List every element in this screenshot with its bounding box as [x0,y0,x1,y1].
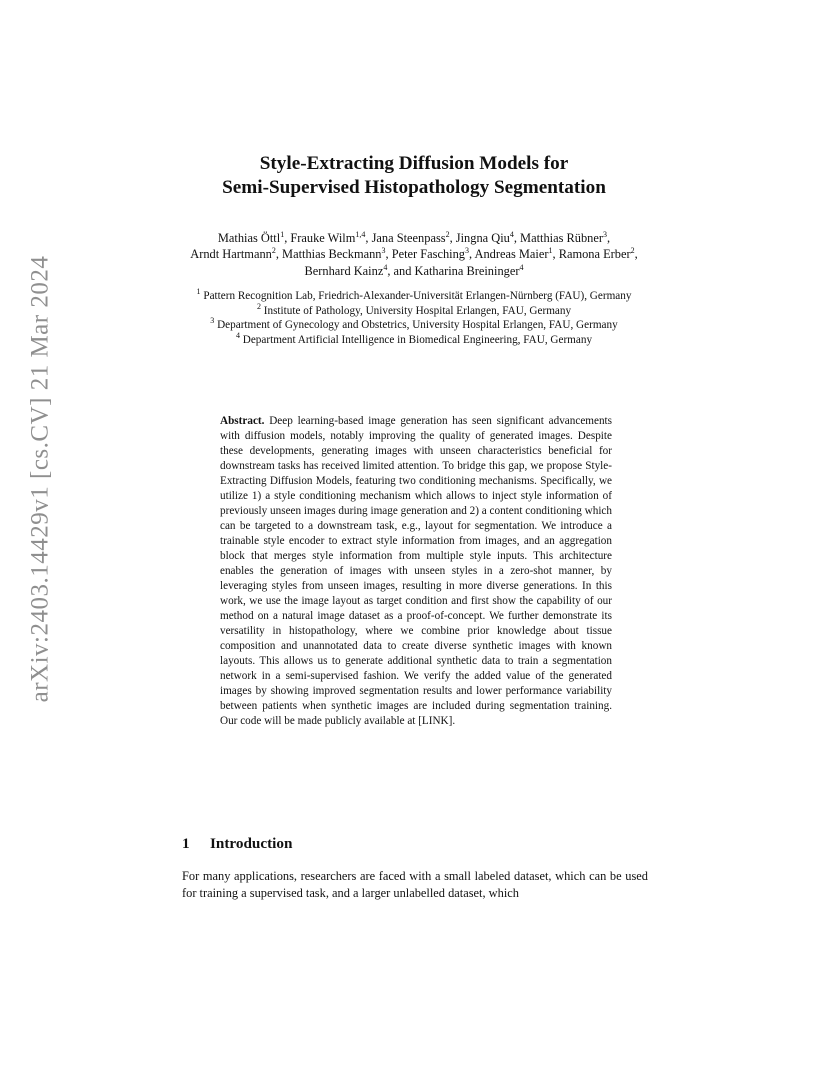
author-name-text: Jingna Qiu [455,231,510,245]
affiliation-marker: 4 [235,330,240,340]
affiliation [180,289,648,304]
affiliation-marker: 2 [256,301,261,311]
affiliation [180,301,648,319]
author-affiliation-marker: 3 [465,246,470,256]
introduction-paragraph: For many applications, researchers are faced with a small labeled dataset, which can be used for training a supervised task, and a larger unlabelled dataset, which [182,869,648,900]
affiliation-text: Institute of Pathology, University Hospital Erlangen, FAU, Germany [263,304,572,317]
author-affiliation-marker: 2 [445,230,450,239]
paper-title [160,152,668,200]
arxiv-identifier-text: arXiv:2403.14429v1 [cs.CV] 21 Mar 2024 [26,255,54,703]
abstract [220,414,612,729]
author-name [456,231,514,245]
author-affiliation-marker: 3 [381,246,386,256]
arxiv-identifier [22,255,58,703]
author-affiliation-marker: 2 [630,246,635,256]
author-affiliation-marker: 4 [519,262,524,272]
author-affiliation-marker: 1 [548,246,553,256]
section-heading-introduction [182,834,642,854]
author-name [282,247,385,261]
author-name [190,247,276,261]
author-conjunction: and [393,263,412,278]
author-list: Mathias Öttl$^1$, Frauke Wilm$^{1,4}$, Jana Steenpass$^2$, Jingna Qiu$^4$, Matthias Rübner$^3$, Arndt Hartmann$^2$, Matthias Beckmann$^3$, Peter Fasching$^3$, Andreas Maier$^1$, Ramona Erber$^2$, Bernhard Kainz$^4$, and Katharina Breininger$^4$ [190,230,638,278]
author-name-text: Jana Steenpass [371,231,446,245]
author-name [392,247,469,261]
affiliation [180,318,648,333]
author-name [218,231,284,245]
section-number: 1 [182,835,190,852]
affiliation-text: Department of Gynecology and Obstetrics, University Hospital Erlangen, FAU, Germany [217,319,618,331]
abstract-body: Deep learning-based image generation has seen significant advancements with diffusion models, notably improving the quality of generated images. Despite these developments, generating images with unseen characteristics beneficial for downstream tasks has received limited attention. To bridge this gap, we propose Style-Extracting Diffusion Models, featuring two conditioning mechanisms. Specifically, we utilize 1) a style conditioning mechanism which allows to inject style information of previously unseen images during image generation and 2) a content conditioning which can be targeted to a downstream task, e.g., layout for segmentation. We introduce a trainable style encoder to extract style information from images, and an aggregation block that merges style information from multiple style inputs. This architecture enables the generation of images with unseen styles in a zero-shot manner, by leveraging styles from unseen images, resulting in more diverse generations. In this work, we use the image layout as target condition and first show the capability of our method on a natural image dataset as a proof-of-concept. We further demonstrate its versatility in histopathology, where we combine prior knowledge about tissue composition and unannotated data to create diverse synthetic images with known layouts. This allows us to generate additional synthetic data to train a segmentation network in a semi-supervised fashion. We verify the added value of the generated images by showing improved segmentation results and lower performance variability between patients when synthetic images are included during segmentation training. Our code will be made publicly available at [LINK]. [220,415,613,728]
author-name-text: Ramona Erber [558,247,631,262]
author-affiliation-marker: 3 [602,230,607,239]
author-affiliation-marker: 2 [271,246,276,256]
section-title: Introduction [210,835,293,852]
affiliation-marker: 1 [196,287,201,296]
author-name-text: Matthias Beckmann [282,247,382,262]
author-name-text: Peter Fasching [391,247,466,262]
affiliation-text: Department Artificial Intelligence in Biomedical Engineering, FAU, Germany [242,333,593,346]
author-name [372,231,450,245]
author-name [290,231,365,245]
author-name [559,247,635,261]
affiliation-list [180,289,648,347]
author-name-text: Bernhard Kainz [304,263,384,278]
author-name-text: Frauke Wilm [290,231,356,245]
paper-title-line-1: Style-Extracting Diffusion Models for [259,153,569,174]
author-name [475,247,553,261]
author-name-text: Matthias Rübner [520,231,603,245]
affiliation-text: Pattern Recognition Lab, Friedrich-Alexander-Universität Erlangen-Nürnberg (FAU), Germany [203,290,632,302]
author-name-text: Arndt Hartmann [190,247,272,262]
author-name [415,264,524,278]
affiliation [180,330,648,348]
author-name-text: Katharina Breininger [414,263,520,278]
author-affiliation-marker: 4 [509,230,514,239]
author-name [305,264,388,278]
paper-title-line-2: Semi-Supervised Histopathology Segmentation [222,177,606,198]
author-name [520,231,607,245]
author-name-text: Andreas Maier [474,247,549,262]
affiliation-marker: 3 [210,316,215,325]
author-affiliation-marker: 1 [280,230,285,239]
author-affiliation-marker: 4 [383,262,388,272]
author-name-text: Mathias Öttl [217,231,281,245]
author-affiliation-marker: 1,4 [355,230,366,239]
abstract-label: Abstract. [220,415,265,427]
